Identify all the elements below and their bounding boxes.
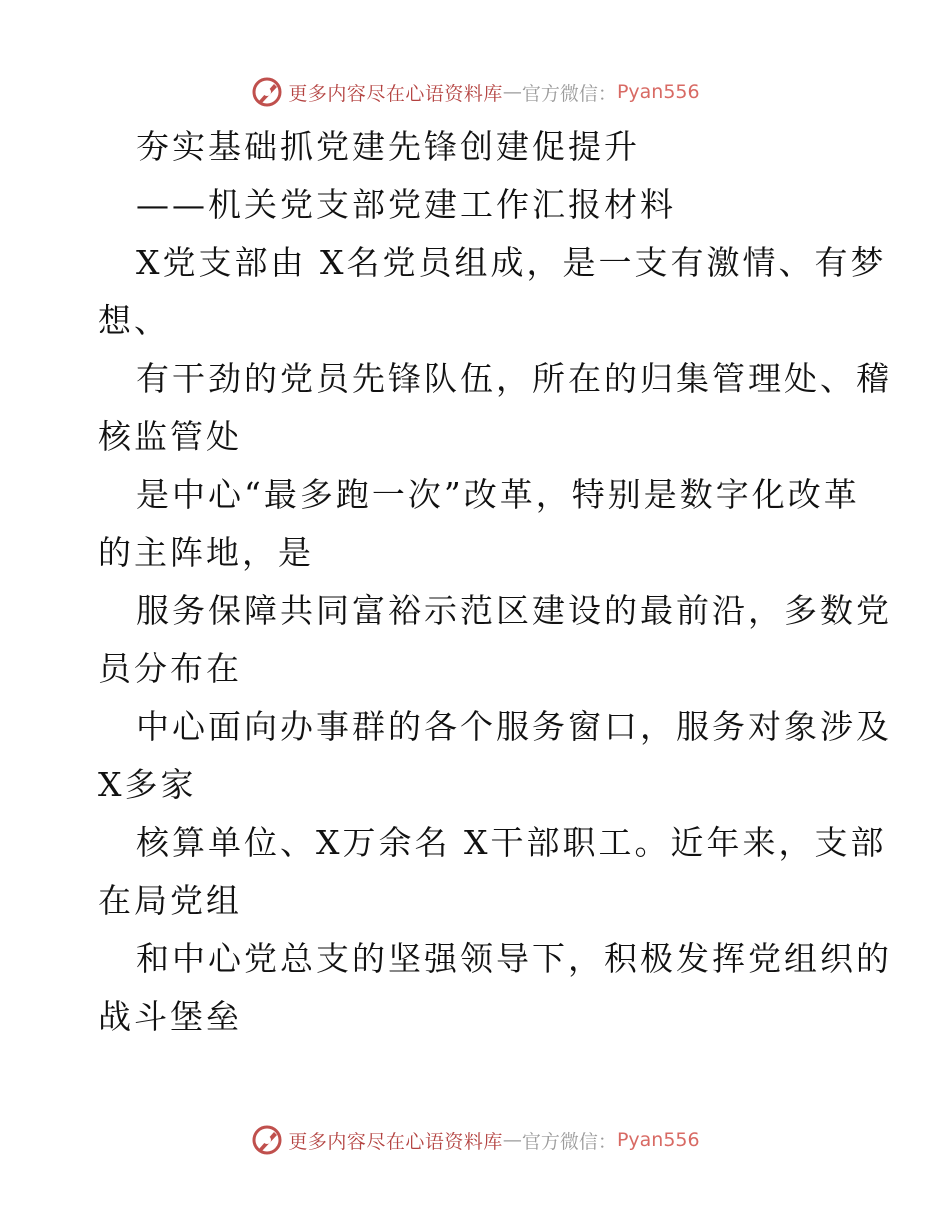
paragraph-line: 有干劲的党员先锋队伍，所在的归集管理处、稽 bbox=[136, 359, 892, 398]
paragraph-line: X党支部由 X名党员组成，是一支有激情、有梦 bbox=[136, 243, 887, 282]
footer-watermark bbox=[0, 1120, 950, 1160]
watermark-side-text: 官方微信： bbox=[521, 1130, 617, 1153]
paragraph-line: 员分布在 bbox=[98, 649, 242, 688]
watermark-id: Pyan556 bbox=[616, 81, 700, 103]
paragraph-line: 核算单位、X万余名 X干部职工。近年来，支部 bbox=[136, 823, 887, 862]
document-body bbox=[98, 118, 892, 1046]
paragraph-line: 想、 bbox=[98, 301, 170, 340]
paragraph-line: 在局党组 bbox=[98, 881, 242, 920]
watermark-dash: — bbox=[502, 1129, 522, 1151]
watermark-dash: — bbox=[502, 81, 522, 103]
paragraph-line: 战斗堡垒 bbox=[98, 997, 242, 1036]
watermark-main-text: 更多内容尽在心语资料库 bbox=[288, 1130, 503, 1153]
document-subtitle: ——机关党支部党建工作汇报材料 bbox=[136, 185, 676, 224]
paragraph-line: 服务保障共同富裕示范区建设的最前沿，多数党 bbox=[136, 591, 892, 630]
paragraph-line: 的主阵地，是 bbox=[98, 533, 314, 572]
paragraph-line: X多家 bbox=[98, 765, 197, 804]
header-watermark bbox=[0, 72, 950, 112]
pen-logo-icon bbox=[250, 1123, 284, 1157]
paragraph-line: 中心面向办事群的各个服务窗口，服务对象涉及 bbox=[136, 707, 892, 746]
pen-logo-icon bbox=[250, 75, 284, 109]
watermark-id: Pyan556 bbox=[616, 1129, 700, 1151]
watermark-side-text: 官方微信： bbox=[521, 82, 617, 105]
paragraph-line: 是中心“最多跑一次”改革，特别是数字化改革 bbox=[136, 475, 860, 514]
watermark-main-text: 更多内容尽在心语资料库 bbox=[288, 82, 503, 105]
paragraph-line: 核监管处 bbox=[98, 417, 242, 456]
paragraph-line: 和中心党总支的坚强领导下，积极发挥党组织的 bbox=[136, 939, 892, 978]
document-title: 夯实基础抓党建先锋创建促提升 bbox=[136, 127, 640, 166]
